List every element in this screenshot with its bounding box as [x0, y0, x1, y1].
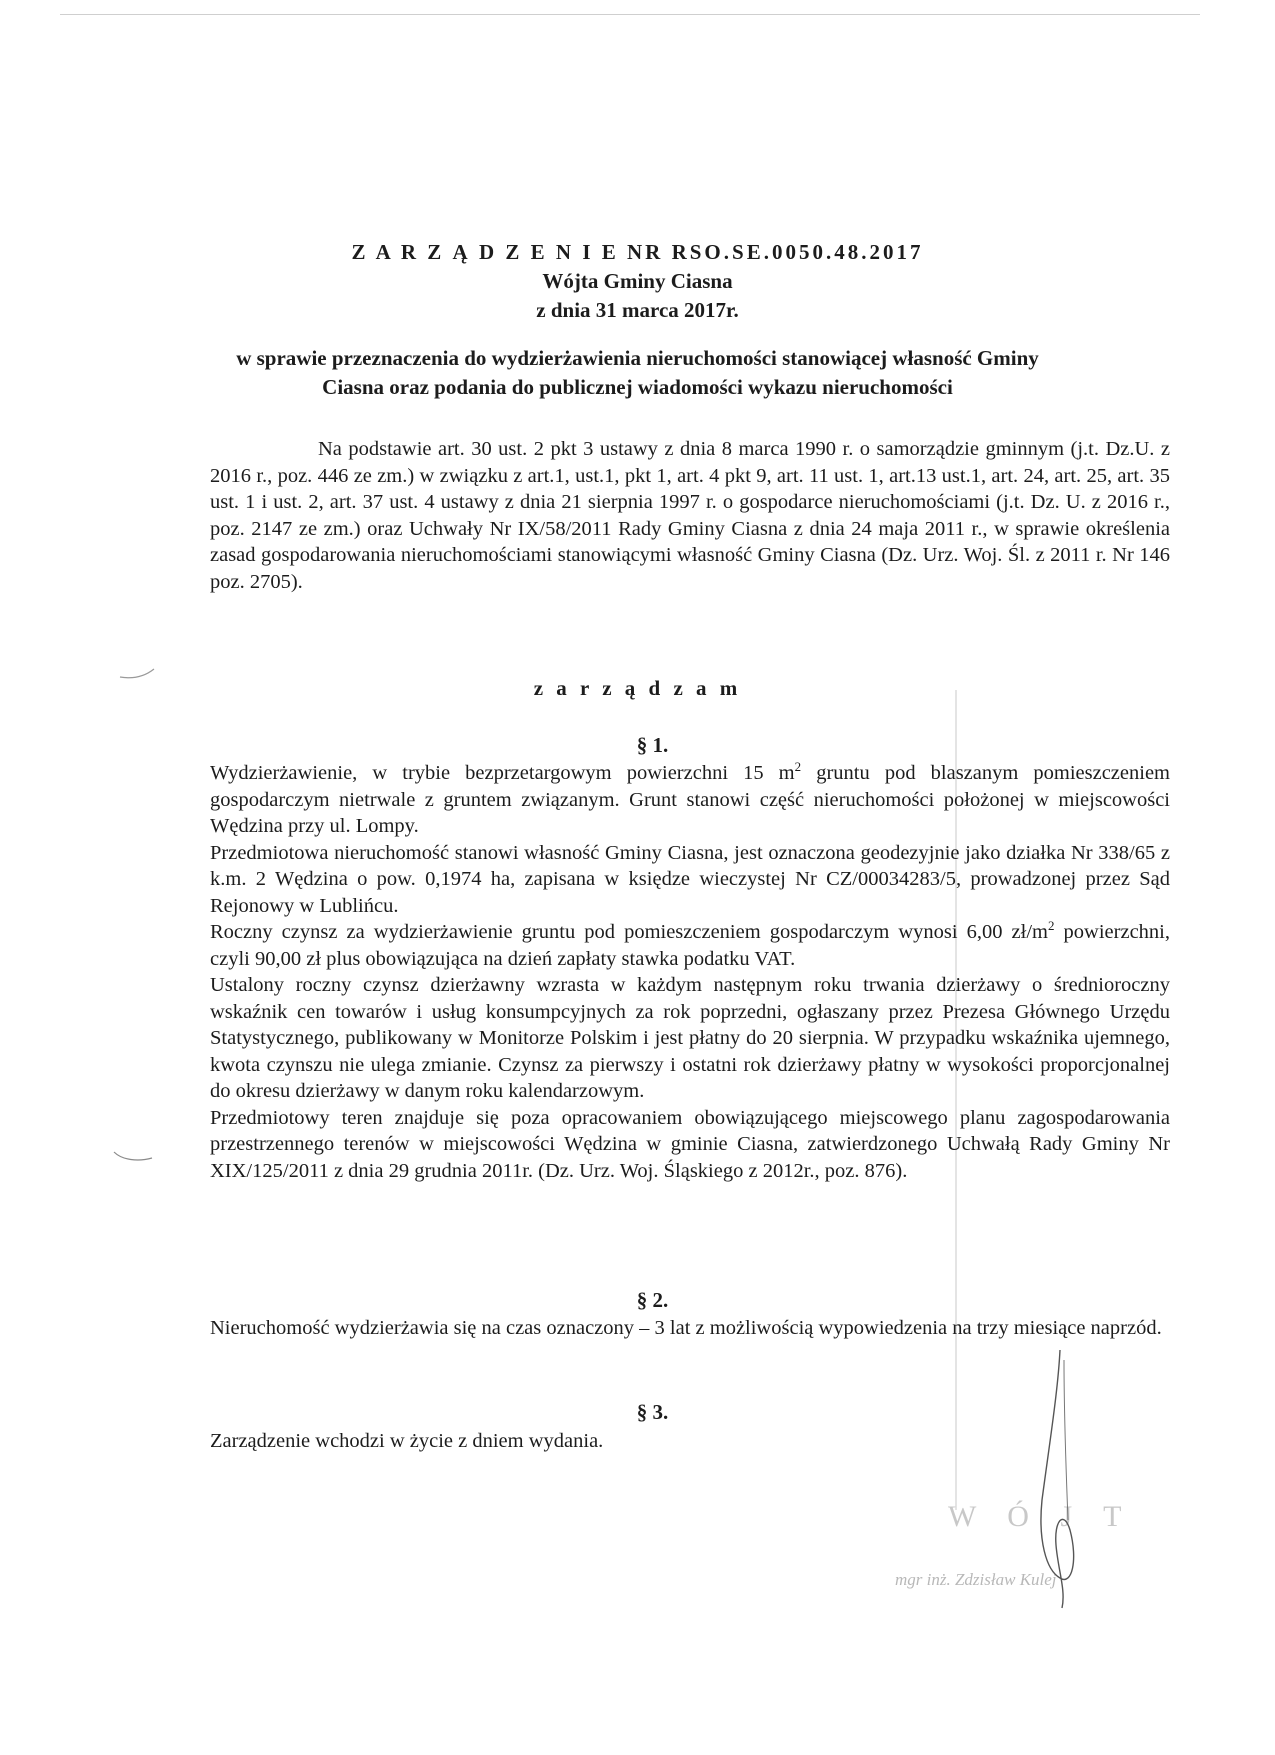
section-2-body — [210, 1315, 1170, 1342]
decree-word: z a r z ą d z a m — [533, 676, 742, 700]
scan-edge-line — [60, 14, 1200, 15]
decree-date: z dnia 31 marca 2017r. — [536, 298, 739, 322]
section-1-paragraph-4: Ustalony roczny czynsz dzierżawny wzrasta w każdym następnym roku trwania dzierżawy o średnioroczny wskaźnik cen towarów i usług konsumpcyjnych za rok poprzedni, ogłaszany przez Prezesa Głównego Urzędu Statystycznego, publikowany w Monitorze Polskim i jest płatny do 20 sierpnia. W przypadku wskaźnika ujemnego, kwota czynszu nie ulega zmianie. Czynsz za pierwszy i ostatni rok dzierżawy płatny w wysokości proporcjonalnej do okresu dzierżawy w danym roku kalendarzowym. — [210, 974, 1170, 1102]
section-2-text: Nieruchomość wydzierżawia się na czas oznaczony – 3 lat z możliwością wypowiedzenia na trzy miesiące naprzód. — [210, 1317, 1162, 1339]
section-3-heading: § 3. — [636, 1400, 669, 1424]
section-1-p1-text-cont: gruntu pod blaszanym pomieszczeniem gospodarczym nietrwale z gruntem związanym. Grunt stanowi część nieruchomości położonej w miejscowości Wędzina przy ul. Lompy. — [210, 762, 1170, 837]
section-1-p3-text-cont: powierzchni, czyli 90,00 zł plus obowiązująca na dzień zapłaty stawka podatku VAT. — [210, 921, 1171, 970]
decree-issuer: Wójta Gminy Ciasna — [542, 269, 733, 293]
stamp-title: W Ó J T — [948, 1500, 1134, 1533]
decree-title: Z A R Z Ą D Z E N I E NR RSO.SE.0050.48.2017 — [351, 240, 924, 264]
section-1-heading: § 1. — [636, 733, 669, 757]
scan-artifact-mark — [112, 1148, 156, 1164]
superscript: 2 — [794, 759, 802, 775]
document-header — [0, 238, 1275, 325]
section-1-body — [210, 760, 1170, 1184]
section-2-heading: § 2. — [636, 1288, 669, 1312]
legal-basis-text: Na podstawie art. 30 ust. 2 pkt 3 ustawy z dnia 8 marca 1990 r. o samorządzie gminnym (j.t. Dz.U. z 2016 r., poz. 446 ze zm.) w związku z art.1, ust.1, pkt 1, art. 4 pkt 9, art. 11 ust. 1, art.13 ust.1, art. 24, art. 25, art. 35 ust. 1 i ust. 2, art. 37 ust. 4 ustawy z dnia 21 sierpnia 1997 r. o gospodarce nieruchomościami (j.t. Dz. U. z 2016 r., poz. 2147 ze zm.) oraz Uchwały Nr IX/58/2011 Rady Gminy Ciasna z dnia 24 maja 2011 r., w sprawie określenia zasad gospodarowania nieruchomościami stanowiącymi własność Gminy Ciasna (Dz. Urz. Woj. Śl. z 2011 r. Nr 146 poz. 2705). — [210, 438, 1170, 593]
superscript: 2 — [1048, 918, 1055, 934]
section-1-paragraph-5: Przedmiotowy teren znajduje się poza opracowaniem obowiązującego miejscowego planu zagospodarowania przestrzennego terenów w miejscowości Wędzina w gminie Ciasna, zatwierdzonego Uchwałą Rady Gminy Nr XIX/125/2011 z dnia 29 grudnia 2011r. (Dz. Urz. Woj. Śląskiego z 2012r., poz. 876). — [210, 1106, 1170, 1182]
stamp-name: mgr inż. Zdzisław Kulej — [895, 1570, 1057, 1589]
section-1-p3-text: Roczny czynsz za wydzierżawienie gruntu pod pomieszczeniem gospodarczym wynosi 6,00 zł/m — [210, 921, 1048, 943]
scan-artifact-mark — [118, 665, 158, 681]
handwritten-signature — [1020, 1350, 1100, 1610]
section-1-paragraph-3 — [210, 919, 1170, 972]
section-1-p1-text: Wydzierżawienie, w trybie bezprzetargowym powierzchni 15 m — [210, 762, 795, 784]
section-1-paragraph-2: Przedmiotowa nieruchomość stanowi własność Gminy Ciasna, jest oznaczona geodezyjnie jako działka Nr 338/65 z k.m. 2 Wędzina o pow. 0,1974 ha, zapisana w księdze wieczystej Nr CZ/00034283/5, prowadzonej przez Sąd Rejonowy w Lublińcu. — [210, 841, 1170, 917]
decree-subject — [0, 344, 1275, 402]
subject-line-2: Ciasna oraz podania do publicznej wiadomości wykazu nieruchomości — [322, 375, 953, 399]
subject-line-1: w sprawie przeznaczenia do wydzierżawienia nieruchomości stanowiącej własność Gminy — [236, 346, 1039, 370]
section-3-text: Zarządzenie wchodzi w życie z dniem wydania. — [210, 1430, 604, 1452]
section-1-paragraph-1 — [210, 760, 1170, 840]
legal-basis — [210, 436, 1170, 595]
